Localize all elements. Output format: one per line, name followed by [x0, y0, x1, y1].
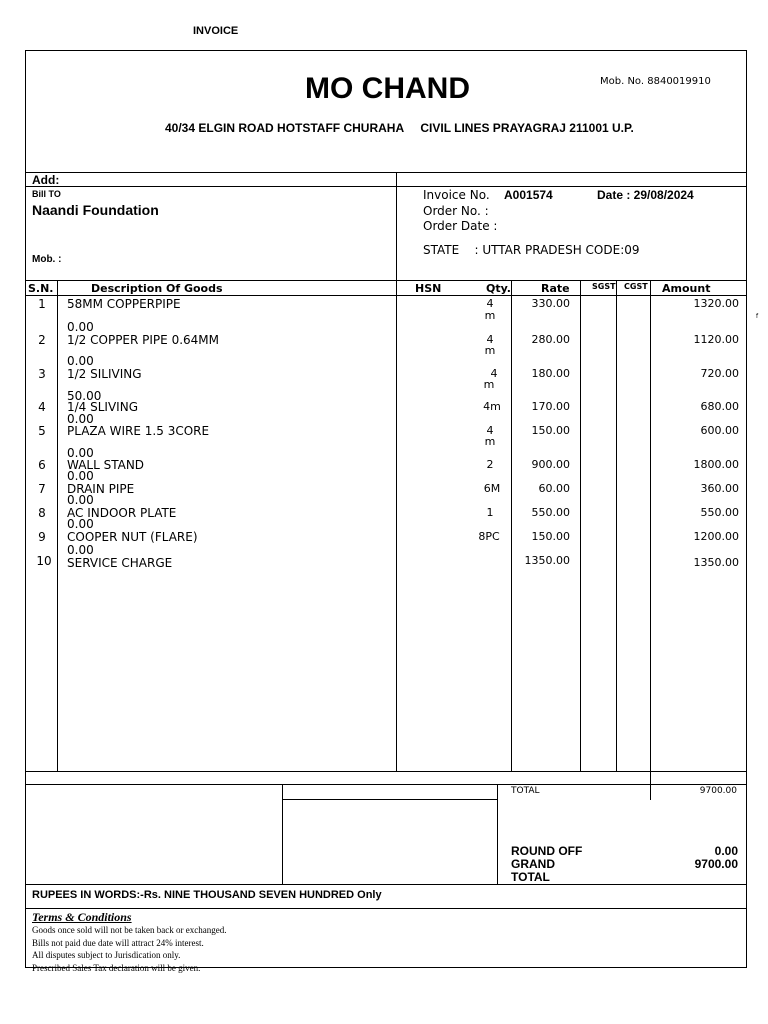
item-sub-value: 0.00: [67, 493, 94, 507]
item-sn: 5: [38, 424, 46, 438]
item-description: WALL STAND: [67, 458, 145, 472]
item-amount: 720.00: [700, 367, 739, 380]
item-amount: 1350.00: [693, 556, 739, 569]
item-sub-value: 0.00: [67, 446, 94, 460]
item-qty: 1: [486, 506, 494, 519]
margin-mark: f: [756, 313, 759, 320]
seller-name: MO CHAND: [305, 72, 470, 105]
item-sub-value: 0.00: [67, 354, 94, 368]
item-description: 58MM COPPERPIPE: [67, 297, 181, 311]
item-sn: 7: [38, 482, 46, 496]
mob-label: Mob. :: [32, 254, 62, 265]
terms-line: Goods once sold will not be taken back or exchanged.: [32, 925, 227, 935]
item-qty: 4: [486, 333, 494, 346]
item-sn: 3: [38, 367, 46, 381]
item-qty-unit: m: [484, 435, 496, 448]
col-hsn: HSN: [415, 282, 442, 295]
item-sub-value: 0.00: [67, 469, 94, 483]
order-date-label: Order Date :: [423, 219, 498, 233]
item-description: DRAIN PIPE: [67, 482, 135, 496]
customer-name: Naandi Foundation: [32, 202, 159, 218]
col-cgst: CGST: [624, 282, 648, 291]
item-qty: 4m: [483, 400, 501, 413]
item-rate: 1350.00: [524, 554, 570, 567]
item-qty: 2: [486, 458, 494, 471]
terms-line: Prescribed Sales Tax declaration will be given.: [32, 962, 201, 973]
item-description: SERVICE CHARGE: [67, 556, 173, 570]
item-description: 1/2 COPPER PIPE 0.64MM: [67, 333, 219, 347]
round-off-label: ROUND OFF: [511, 844, 583, 858]
item-sn: 9: [38, 530, 46, 544]
item-sub-value: 50.00: [67, 389, 102, 403]
item-amount: 600.00: [700, 424, 739, 437]
item-amount: 360.00: [700, 482, 739, 495]
terms-line: All disputes subject to Jurisdication only.: [32, 950, 181, 960]
seller-mobile: Mob. No. 8840019910: [600, 76, 711, 87]
item-sub-value: 0.00: [67, 543, 94, 557]
item-sub-value: 0.00: [67, 412, 94, 426]
item-sn: 6: [38, 458, 46, 472]
item-sn: 1: [38, 297, 46, 311]
item-rate: 60.00: [538, 482, 570, 495]
item-sn: 2: [38, 333, 46, 347]
item-qty: 8PC: [478, 530, 500, 543]
grand-label: GRAND: [511, 857, 555, 871]
item-amount: 1200.00: [693, 530, 739, 543]
item-qty-unit: m: [483, 378, 495, 391]
invoice-no-value: A001574: [504, 188, 553, 202]
item-rate: 330.00: [531, 297, 570, 310]
item-description: 1/2 SILIVING: [67, 367, 142, 381]
round-off-value: 0.00: [714, 844, 738, 858]
terms-line: Bills not paid due date will attract 24% interest.: [32, 937, 204, 948]
item-sn: 10: [36, 554, 52, 568]
item-sub-value: 0.00: [67, 320, 94, 334]
item-sub-value: 0.00: [67, 517, 94, 531]
item-rate: 180.00: [531, 367, 570, 380]
item-qty: 4: [490, 367, 498, 380]
item-amount: 1320.00: [693, 297, 739, 310]
invoice-date: Date : 29/08/2024: [597, 188, 694, 202]
total-label: TOTAL: [511, 786, 540, 796]
col-qty: Qty.: [486, 282, 511, 295]
item-description: 1/4 SLIVING: [67, 400, 138, 414]
col-rate: Rate: [541, 282, 570, 295]
state-code: STATE : UTTAR PRADESH CODE:09: [423, 243, 640, 257]
col-sn: S.N.: [28, 282, 54, 295]
item-amount: 1120.00: [693, 333, 739, 346]
order-no-label: Order No. :: [423, 204, 489, 218]
item-amount: 680.00: [700, 400, 739, 413]
item-rate: 150.00: [531, 424, 570, 437]
item-amount: 550.00: [700, 506, 739, 519]
item-qty-unit: m: [484, 344, 496, 357]
item-rate: 170.00: [531, 400, 570, 413]
add-label: Add:: [32, 173, 60, 187]
item-rate: 280.00: [531, 333, 570, 346]
col-amount: Amount: [662, 282, 711, 295]
total-value: 9700.00: [699, 786, 737, 796]
item-sn: 8: [38, 506, 46, 520]
item-qty: 4: [486, 424, 494, 437]
item-qty: 4: [486, 297, 494, 310]
seller-address: 40/34 ELGIN ROAD HOTSTAFF CHURAHA CIVIL LINES PRAYAGRAJ 211001 U.P.: [165, 121, 634, 135]
item-rate: 900.00: [531, 458, 570, 471]
item-description: COOPER NUT (FLARE): [67, 530, 198, 544]
bill-to-label: Bill TO: [32, 189, 61, 199]
grand-total-label: TOTAL: [511, 870, 550, 884]
col-sgst: SGST: [592, 282, 616, 291]
grand-total-value: 9700.00: [694, 857, 738, 871]
item-qty: 6M: [483, 482, 501, 495]
item-description: AC INDOOR PLATE: [67, 506, 177, 520]
amount-in-words: RUPEES IN WORDS:-Rs. NINE THOUSAND SEVEN HUNDRED Only: [32, 889, 382, 901]
item-description: PLAZA WIRE 1.5 3CORE: [67, 424, 210, 438]
terms-list: [32, 924, 226, 974]
invoice-no-label: Invoice No.: [423, 188, 490, 202]
item-rate: 150.00: [531, 530, 570, 543]
item-qty-unit: m: [484, 309, 496, 322]
item-rate: 550.00: [531, 506, 570, 519]
col-description: Description Of Goods: [91, 282, 223, 295]
item-amount: 1800.00: [693, 458, 739, 471]
terms-title: Terms & Conditions: [32, 910, 132, 924]
item-sn: 4: [38, 400, 46, 414]
document-title: INVOICE: [193, 25, 239, 37]
